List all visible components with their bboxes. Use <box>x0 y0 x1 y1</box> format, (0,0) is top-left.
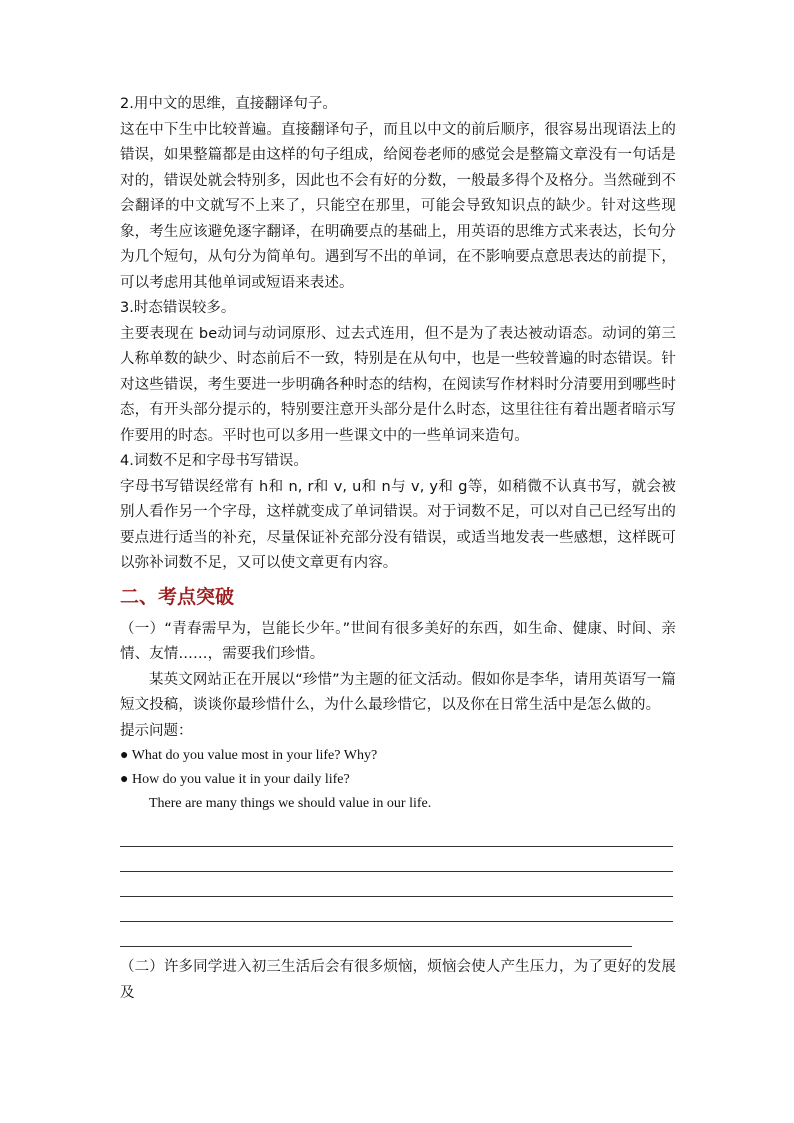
answer-line[interactable] <box>120 822 673 847</box>
section-title: 二、考点突破 <box>120 585 235 608</box>
answer-line[interactable] <box>120 872 673 897</box>
hint-bullet-2: ● How do you value it in your daily life? <box>120 772 350 787</box>
answer-line[interactable] <box>120 847 673 872</box>
start-sentence: There are many things we should value in our life. <box>149 796 432 811</box>
heading-point-2: 2.用中文的思维，直接翻译句子。 <box>120 96 337 112</box>
paragraph-point-3: 主要表现在 be动词与动词原形、过去式连用，但不是为了表达被动语态。动词的第三人称单数的缺少、时态前后不一致，特别是在从句中，也是一些较普遍的时态错误。针对这些错误，考生要进一步明确各种时态的结构，在阅读写作材料时分清要用到哪些时态，有开头部分提示的，特别要注意开头部分是什么时态，这里往往有着出题者暗示写作要用的时态。平时也可以多用一些课文中的一些单词来造句。 <box>120 325 676 444</box>
paragraph-point-4: 字母书写错误经常有 h和 n, r和 v, u和 n与 v, y和 g等，如稍微不认真书写，就会被别人看作另一个字母，这样就变成了单词错误。对于词数不足，可以对自己已经写出的要点进行适当的补充，尽量保证补充部分没有错误，或适当地发表一些感想，这样既可以弥补词数不足，又可以使文章更有内容。 <box>120 478 676 571</box>
task1-intro: （一）“青春需早为，岂能长少年。”世间有很多美好的东西，如生命、健康、时间、亲情、友情……，需要我们珍惜。 <box>120 620 676 662</box>
page-content <box>120 92 676 1006</box>
answer-line[interactable] <box>120 922 632 947</box>
paragraph-point-2: 这在中下生中比较普遍。直接翻译句子，而且以中文的前后顺序，很容易出现语法上的错误，如果整篇都是由这样的句子组成，给阅卷老师的感觉会是整篇文章没有一句话是对的，错误处就会特别多，因此也不会有好的分数，一般最多得个及格分。当然碰到不会翻译的中文就写不上来了，只能空在那里，可能会导致知识点的缺少。针对这些现象，考生应该避免逐字翻译，在明确要点的基础上，用英语的思维方式来表达，长句分为几个短句，从句分为简单句。遇到写不出的单词，在不影响要点意思表达的前提下，可以考虑用其他单词或短语来表述。 <box>120 121 676 291</box>
answer-lines[interactable] <box>120 822 676 947</box>
heading-point-3: 3.时态错误较多。 <box>120 300 236 316</box>
answer-line[interactable] <box>120 897 673 922</box>
task2-intro: （二）许多同学进入初三生活后会有很多烦恼，烦恼会使人产生压力，为了更好的发展及 <box>120 959 676 1001</box>
hint-bullet-1: ● What do you value most in your life? Why? <box>120 748 378 763</box>
heading-point-4: 4.词数不足和字母书写错误。 <box>120 453 308 469</box>
task1-prompt: 某英文网站正在开展以“珍惜”为主题的征文活动。假如你是李华，请用英语写一篇短文投稿，谈谈你最珍惜什么，为什么最珍惜它，以及你在日常生活中是怎么做的。 <box>120 671 676 713</box>
hint-label: 提示问题： <box>120 722 193 739</box>
